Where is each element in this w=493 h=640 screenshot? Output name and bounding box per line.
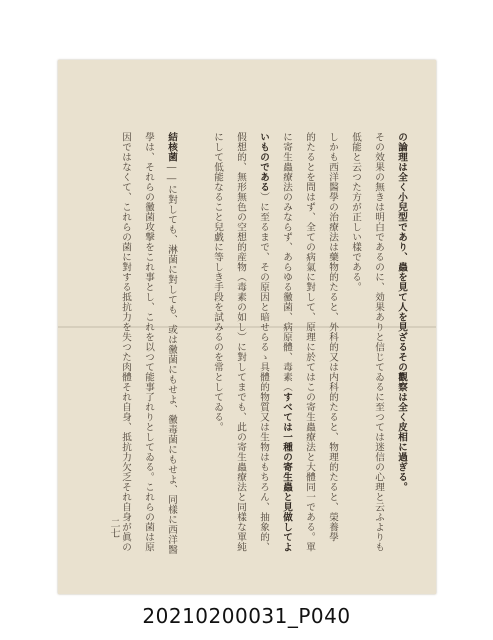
text-segment: 因ではなくて、これらの菌に對する抵抗力を失つた肉體それ自身、抵抗力欠乏それ自身が眞の [120, 132, 131, 552]
text-segment: その效果の無きは明白であるのに、効果ありと信じてゐるに至つては迷信の心理と云ふよりも [373, 132, 384, 552]
text-column [372, 132, 384, 552]
text-column [303, 132, 315, 552]
text-segment: 低能と云つた方が正しい樣である。 [350, 132, 361, 292]
text-column [395, 132, 407, 492]
text-segment: 的たるとを問はず、全ての病氣に對して、原理に於てはこの寄生蟲療法と大體同一である。單 [304, 132, 315, 552]
text-column [119, 132, 131, 552]
text-segment: ――に對しても、淋菌に對しても、或は黴菌にもせよ、黴毒菌にもせよ、同樣に西洋醫 [166, 162, 177, 555]
text-column [142, 132, 154, 552]
page-number: 二七 [108, 518, 119, 538]
bold-text-segment: すべては一種の寄生蟲と見做してよ [281, 392, 292, 552]
text-segment: に寄生蟲療法のみならず、あらゆる黴菌、病原體、毒素（ [281, 132, 292, 392]
text-segment: 學は、それらの黴菌攻撃をこれ事とし、これを以つて能事了れりとしてゐる。これらの菌は原 [143, 132, 154, 552]
text-column [165, 132, 177, 555]
text-column [280, 132, 292, 552]
bold-text-segment: の論理は全く小兒型であり、蟲を見て人を見ざるその觀察は全く皮相に過ぎる。 [396, 132, 407, 492]
text-segment: しかも西洋醫學の治療法は藥物的たると、外科的又は内科的たると、物理的たると、榮養學 [327, 132, 338, 542]
text-column [349, 132, 361, 292]
text-column [211, 132, 223, 432]
text-segment: にして低能なること兒戯に等しき手段を試みるのを常としてゐる。 [212, 132, 223, 432]
text-segment: ）に至るまで、その原因と暗せらるゝ具體的物質又は生物はもちろん、抽象的、 [258, 192, 269, 552]
text-column [257, 132, 269, 552]
image-id-caption: 20210200031_P040 [142, 604, 351, 628]
bold-text-segment: 結核菌 [166, 132, 177, 162]
text-column [326, 132, 338, 542]
bold-text-segment: いものである [258, 132, 269, 192]
text-segment: 假想的、無形無色の空想的産物（毒素の如し）に對してまでも、此の寄生蟲療法と同樣な單純 [235, 132, 246, 552]
text-column [234, 132, 246, 552]
